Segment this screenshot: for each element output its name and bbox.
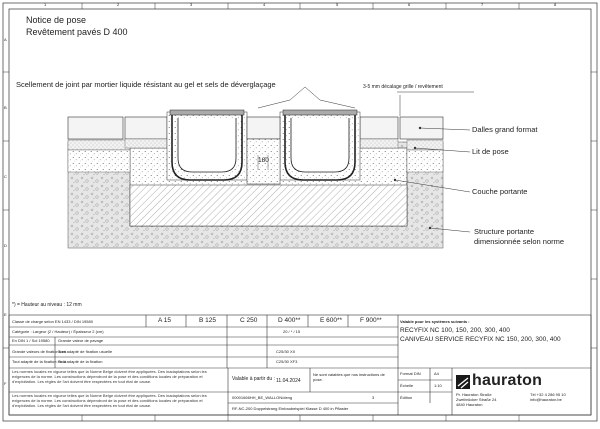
col-number: 5	[336, 2, 339, 7]
company-address-2: Zweibrücker Straße 24	[456, 397, 497, 402]
callout-structure-note: dimensionnée selon norme	[474, 237, 565, 246]
tb-format-label: Format DIN	[400, 371, 421, 376]
tb-drawing-index: 3	[372, 395, 375, 400]
col-number: 3	[190, 2, 193, 7]
row-letter: C	[4, 174, 7, 179]
tb-edition-label: Édition	[400, 395, 413, 400]
row-letter: D	[4, 243, 7, 248]
tb-category-value: 20 / * / 15	[283, 329, 301, 334]
callout-bedding: Lit de pose	[472, 147, 509, 156]
company-address-1: Pr. Hauraton Straße	[456, 392, 492, 397]
tb-disclaimer: Ne sont valables que nos instructions de pose.	[313, 372, 385, 382]
page-subtitle: Revêtement pavés D 400	[26, 27, 128, 37]
col-number: 7	[481, 2, 484, 7]
tb-drawing-title: RF-NC-200 Doppelstrang Einbaubeispiel Klasse D 400 in Pflaster	[232, 406, 349, 411]
tb-valid-from-label: Valable à partir du :	[232, 376, 275, 382]
tb-scale-label: Échelle	[400, 383, 414, 388]
tb-row3-a: En DIN 1 / Sol 19580	[12, 338, 50, 343]
drainage-channel-left	[167, 110, 247, 180]
tb-row5-a: Tout adapté de la fixation en la	[12, 359, 67, 364]
tb-drawing-number: 00001666HH_BE_WALLON/deng	[232, 395, 293, 400]
dimension-180: 180	[258, 157, 269, 164]
bearing-layer	[130, 185, 407, 226]
tb-valid-from-date: 11.04.2024	[276, 378, 301, 384]
col-number: 4	[263, 2, 266, 7]
col-number: 2	[117, 2, 120, 7]
tb-format-value: A4	[434, 371, 439, 376]
callout-slabs: Dalles grand format	[472, 125, 538, 134]
tb-load-class: D 400**	[278, 317, 301, 324]
tb-load-class: C 250	[240, 317, 258, 324]
offset-label: 3-5 mm décalage grille / revêtement	[363, 84, 443, 90]
tb-scale-value: 1:10	[434, 383, 442, 388]
company-address-3: 4840 Hauraton	[456, 402, 483, 407]
tb-row4-a: Grande valeurs de fixations en	[12, 349, 67, 354]
tb-legal-text-1: Les normes locales en vigueur telles que la Norme Belge doivent être appliquées. Des inadaptations selon les exigences de la norme. Les constructions dépendront de la pose et des conditions locales de préparation et d'exploitation. Les règles de l'art doivent être respectées en tout état de cause.	[12, 369, 207, 384]
tb-validity-line2: CANIVEAU SERVICE RECYFIX NC 150, 200, 300, 400	[400, 336, 561, 343]
tb-load-class: E 600**	[320, 317, 343, 324]
col-number: 8	[554, 2, 557, 7]
company-email: info@hauraton.be	[530, 397, 562, 402]
tb-row4-b: Tout adapté de fixation usuelle	[58, 349, 113, 354]
tb-validity-title: Valable pour les systèmes suivants :	[400, 319, 470, 324]
hauraton-logo-mark	[456, 375, 470, 389]
page-title: Notice de pose	[26, 15, 87, 25]
company-logo-text: hauraton	[472, 372, 543, 389]
joint-sealing-label: Scellement de joint par mortier liquide résistant au gel et sels de déverglaçage	[16, 80, 276, 89]
tb-load-class-label: Classe de charge selon EN 1433 / DIN 19580	[12, 319, 93, 324]
tb-row4-c: C25/30 XII	[276, 349, 295, 354]
tb-legal-text-2: Les normes locales en vigueur telles que la Norme Belge doivent être appliquées. Des inadaptations selon les exigences de la norme. Les constructions dépendront de la pose et des conditions locales de préparation et d'exploitation. Les règles de l'art doivent être respectées en tout état de cause.	[12, 393, 207, 408]
tb-row5-b: Tout adapté de la fixation	[58, 359, 103, 364]
row-letter: B	[4, 105, 7, 110]
tb-category-label: Catégorie : Largeur (2 / Hauteur) / Épaisseur 2 (cm)	[12, 329, 104, 334]
tb-load-class: F 900**	[360, 317, 382, 324]
tb-load-class: B 125	[199, 317, 216, 324]
row-letter: F	[4, 381, 7, 386]
callout-base-course: Couche portante	[472, 187, 528, 196]
tb-row5-c: C25/30 XF3	[276, 359, 298, 364]
company-phone: Tél +32 4 286 95 10	[530, 392, 566, 397]
tb-row3-b: Grande valeur de pavage	[58, 338, 104, 343]
row-letter: E	[4, 312, 7, 317]
tb-load-class: A 15	[158, 317, 172, 324]
col-number: 1	[44, 2, 47, 7]
height-note: *) = Hauteur au niveau : 12 mm	[12, 302, 82, 308]
tb-validity-line1: RECYFIX NC 100, 150, 200, 300, 400	[400, 327, 510, 334]
drainage-channel-right	[280, 110, 360, 180]
col-number: 6	[408, 2, 411, 7]
row-letter: A	[4, 37, 7, 42]
callout-structure: Structure portante	[474, 227, 535, 236]
